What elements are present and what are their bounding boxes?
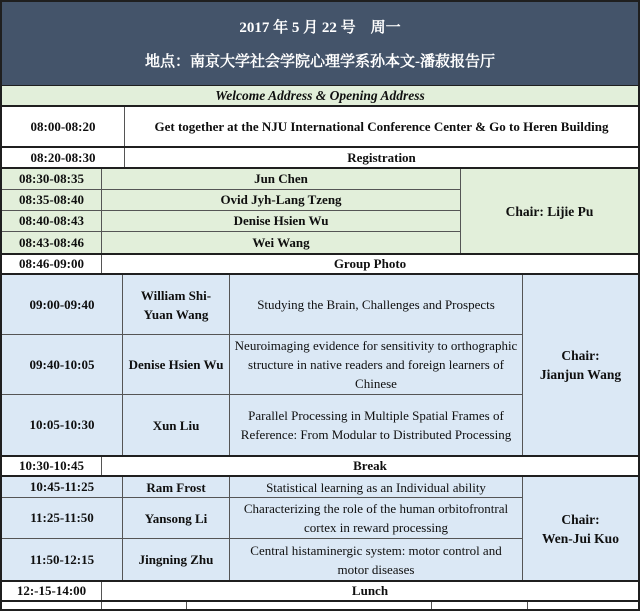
speaker-text: Denise Hsien Wu: [128, 357, 224, 372]
time-cell: 10:05-10:30: [2, 395, 123, 455]
speaker-cell: Denise Hsien Wu: [102, 211, 461, 231]
partial-next-row: [2, 602, 638, 609]
speaker-cell: Wei Wang: [102, 232, 461, 253]
location-line: 地点：南京大学社会学院心理学系孙本文-潘菽报告厅: [145, 54, 495, 70]
talk-title-cell: [230, 498, 523, 538]
speaker-cell: Ovid Jyh-Lang Tzeng: [102, 190, 461, 210]
time-cell: 09:00-09:40: [2, 275, 123, 334]
schedule-row: [2, 275, 523, 335]
schedule-row: [2, 335, 523, 395]
time-cell: 11:25-11:50: [2, 498, 123, 538]
partial-chair-cell: [528, 602, 638, 609]
schedule-row: [2, 395, 523, 455]
time-cell: 10:45-11:25: [2, 477, 123, 497]
row-group-photo: [2, 255, 638, 275]
speaker-text: Jingning Zhu: [138, 552, 214, 567]
time-cell: 08:46-09:00: [2, 255, 102, 273]
date-line: 2017 年 5 月 22 号 周一: [239, 20, 401, 36]
opening-session-block: [2, 169, 638, 255]
chair-name: Jianjun Wang: [539, 367, 622, 382]
time-cell: 12:-15-14:00: [2, 582, 102, 600]
time-cell: 08:35-08:40: [2, 190, 102, 210]
chair-cell: Chair: Lijie Pu: [505, 203, 594, 219]
speaker-cell: [123, 498, 230, 538]
partial-title-cell: [187, 602, 432, 609]
time-cell: 08:30-08:35: [2, 169, 102, 189]
partial-divider-cell: [432, 602, 528, 609]
time-cell: 10:30-10:45: [2, 457, 102, 475]
talk-title-text: Characterizing the role of the human orbitofrontral cortex in reward processing: [243, 501, 509, 535]
session1-block: [2, 275, 638, 457]
talk-title-cell: [230, 395, 523, 455]
speaker-cell: [123, 477, 230, 497]
talk-title-cell: [230, 477, 523, 497]
row-lunch: [2, 582, 638, 602]
event-text: Get together at the NJU International Conference Center & Go to Heren Building: [154, 119, 609, 134]
speaker-cell: [123, 275, 230, 334]
talk-title-text: Neuroimaging evidence for sensitivity to orthographic structure in native readers and foreign learners of Chinese: [234, 338, 518, 391]
schedule-row: [2, 539, 523, 580]
schedule-row: [2, 211, 461, 232]
schedule-row: [2, 232, 461, 253]
event-cell: Registration: [347, 149, 416, 165]
talk-title-text: Studying the Brain, Challenges and Prospects: [257, 297, 495, 312]
talk-title-cell: [230, 335, 523, 394]
row-registration: [2, 148, 638, 169]
session2-block: [2, 477, 638, 582]
time-cell: 08:00-08:20: [2, 107, 125, 146]
time-cell: 11:50-12:15: [2, 539, 123, 580]
schedule-row: [2, 190, 461, 211]
schedule-row: [2, 477, 523, 498]
speaker-cell: [123, 539, 230, 580]
partial-time-cell: [2, 602, 102, 609]
speaker-text: Xun Liu: [152, 417, 200, 433]
event-cell: Break: [353, 458, 387, 473]
event-cell: Lunch: [351, 583, 389, 598]
welcome-banner: Welcome Address & Opening Address: [2, 86, 638, 107]
chair-name: Wen-Jui Kuo: [542, 530, 619, 546]
talk-title-cell: [230, 539, 523, 580]
chair-label: Chair:: [561, 511, 600, 527]
time-cell: 09:40-10:05: [2, 335, 123, 394]
talk-title-cell: [230, 275, 523, 334]
row-get-together: [2, 107, 638, 148]
schedule-row: [2, 169, 461, 190]
partial-speaker-cell: [102, 602, 187, 609]
speaker-text: Ram Frost: [146, 479, 206, 495]
speaker-text: Yansong Li: [144, 510, 208, 526]
speaker-text: William Shi-Yuan Wang: [140, 287, 212, 322]
talk-title-text: Central histaminergic system: motor control and motor diseases: [250, 542, 502, 577]
speaker-cell: [123, 395, 230, 455]
event-cell: Group Photo: [333, 256, 407, 271]
talk-title-text: Statistical learning as an Individual ability: [266, 479, 486, 495]
time-cell: 08:20-08:30: [2, 148, 125, 167]
speaker-cell: Jun Chen: [102, 169, 461, 189]
chair-cell: [523, 477, 638, 580]
speaker-cell: [123, 335, 230, 394]
time-cell: 08:43-08:46: [2, 232, 102, 253]
time-cell: 08:40-08:43: [2, 211, 102, 231]
chair-label: Chair:: [561, 348, 600, 363]
chair-cell: [523, 275, 638, 455]
row-break: [2, 457, 638, 477]
talk-title-text: Parallel Processing in Multiple Spatial Frames of Reference: From Modular to Distributed Processing: [240, 408, 512, 442]
table-header: [2, 2, 638, 86]
schedule-row: [2, 498, 523, 539]
event-cell: [125, 107, 638, 146]
